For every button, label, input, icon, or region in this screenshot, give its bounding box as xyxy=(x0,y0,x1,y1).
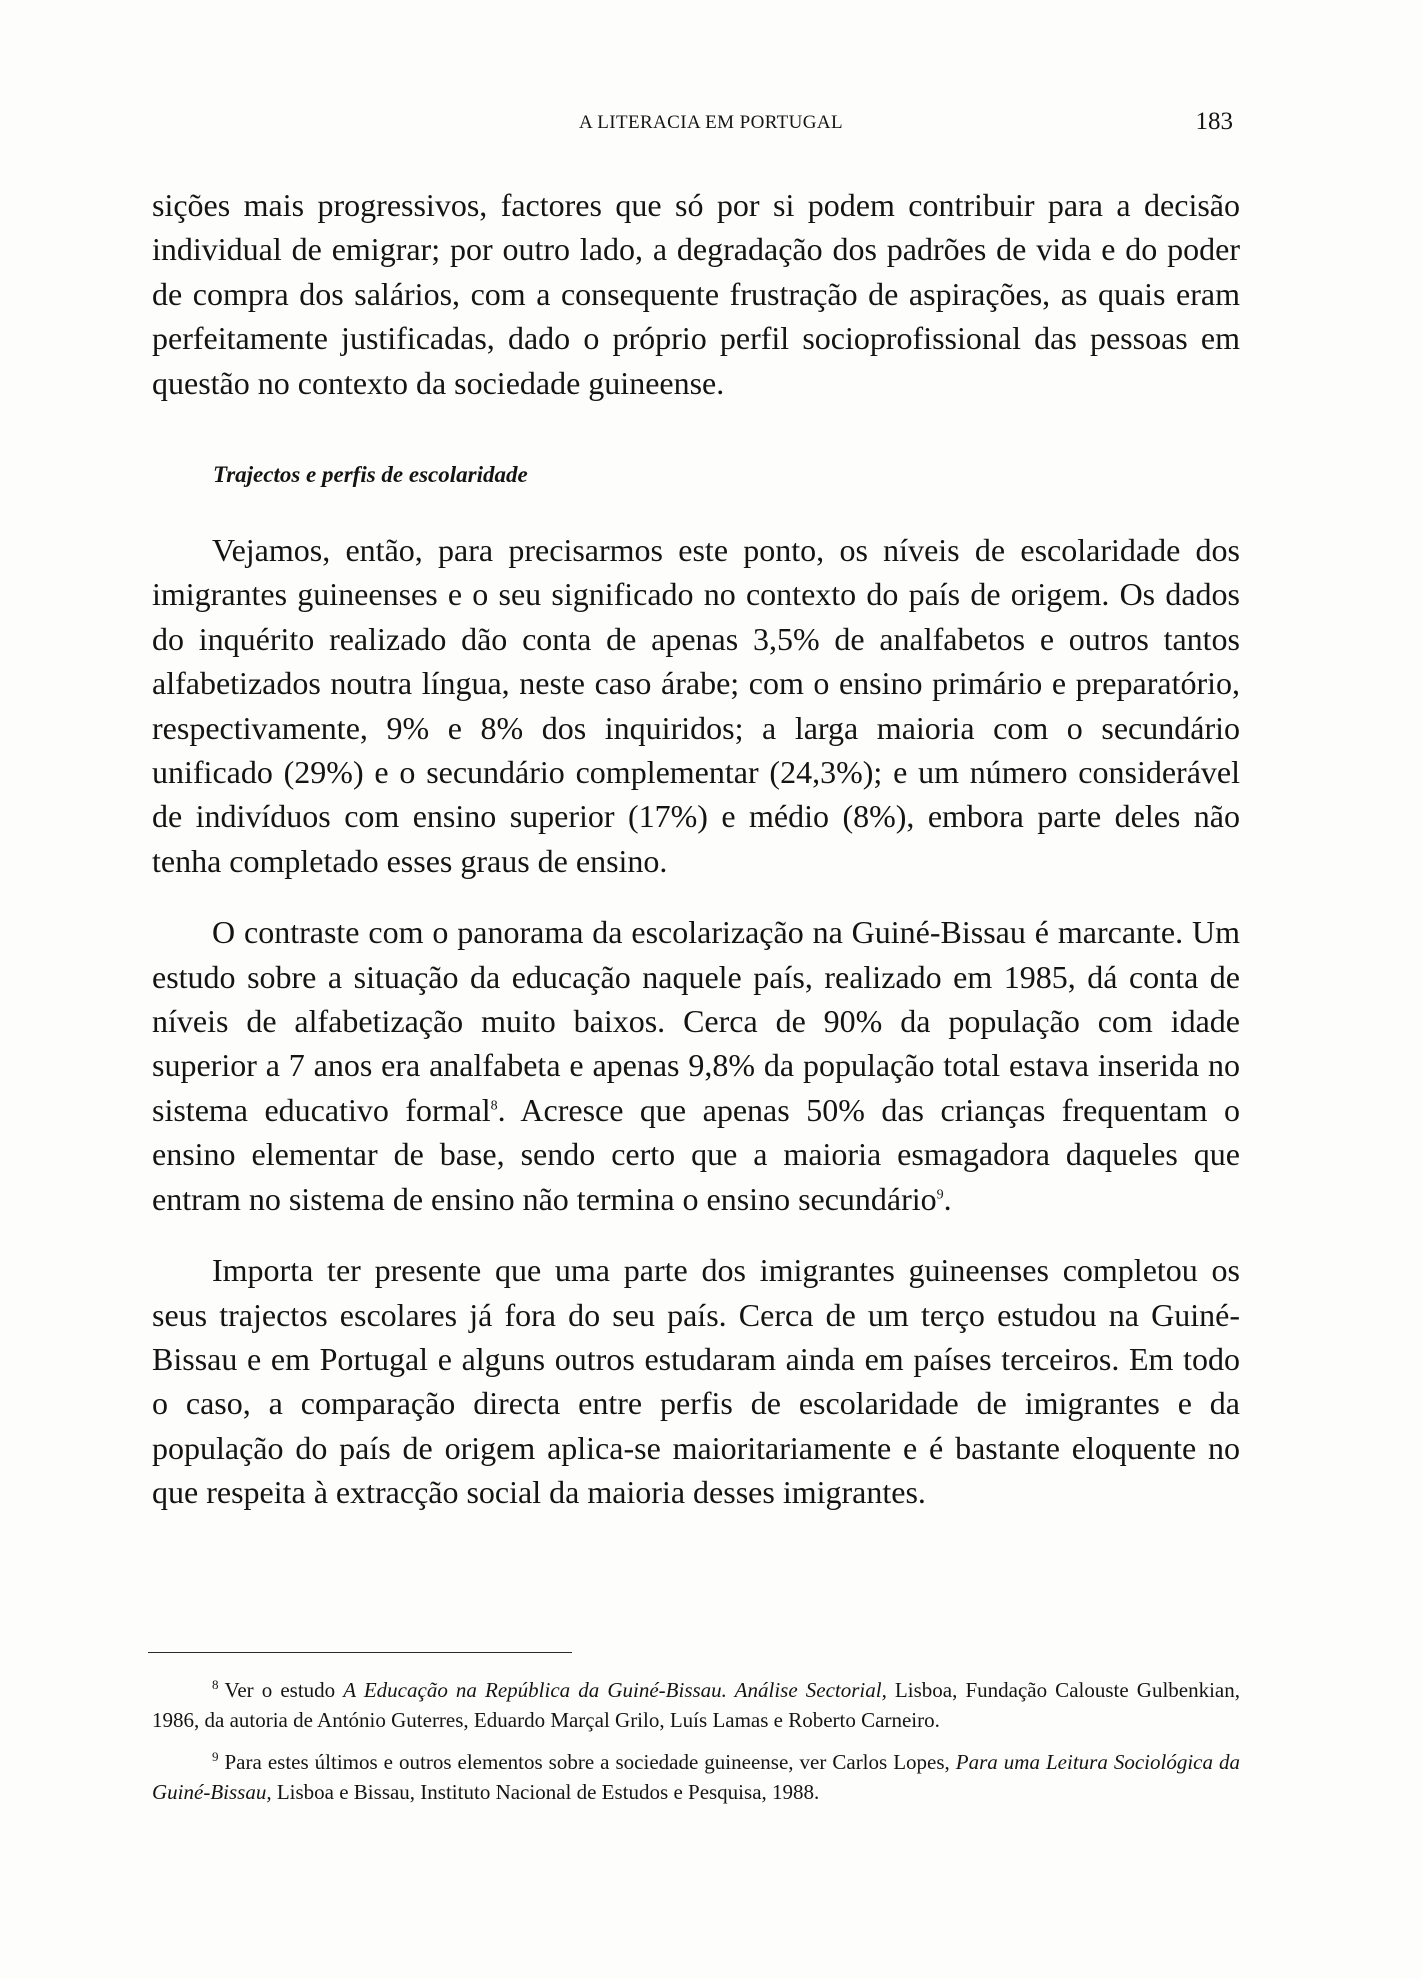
section-paragraph-3: Importa ter presente que uma parte dos imigrantes guineenses completou os seus trajectos escolares já fora do seu país. Cerca de um terço estudou na Guiné-Bissau e em Portugal e alguns outros estudaram ainda em países terceiros. Em todo o caso, a comparação directa entre perfis de escolaridade de imigrantes e da população do país de origem aplica-se maioritariamente e é bastante eloquente no que respeita à extracção social da maioria desses imigrantes. xyxy=(152,1252,1240,1511)
footnote-9-text-before: Para estes últimos e outros elementos sobre a sociedade guineense, ver Carlos Lopes, xyxy=(224,1750,956,1774)
footnote-8-title: A Educação na República da Guiné-Bissau. Análise Sectorial, xyxy=(343,1678,887,1702)
section-paragraph-1: Vejamos, então, para precisarmos este ponto, os níveis de escolaridade dos imigrantes guineenses e o seu significado no contexto do país de origem. Os dados do inquérito realizado dão conta de apenas 3,5% de analfabetos e outros tantos alfabetizados noutra língua, neste caso árabe; com o ensino primário e preparatório, respectivamente, 9% e 8% dos inquiridos; a larga maioria com o secundário unificado (29%) e o secundário complementar (24,3%); e um número considerável de indivíduos com ensino superior (17%) e médio (8%), embora parte deles não tenha completado esses graus de ensino. xyxy=(152,532,1240,879)
running-title: A LITERACIA EM PORTUGAL xyxy=(578,112,844,133)
footnote-9-title: Para uma Leitura Sociológica da Guiné-Bissau, xyxy=(152,1750,1240,1804)
footnote-8-text-before: Ver o estudo xyxy=(224,1678,344,1702)
footnote-8-number: 8 xyxy=(212,1677,219,1692)
intro-paragraph: sições mais progressivos, factores que só por si podem contribuir para a decisão individual de emigrar; por outro lado, a degradação dos padrões de vida e do poder de compra dos salários, com a consequente frustração de aspirações, as quais eram perfeitamente justificadas, dado o próprio perfil socioprofissional das pessoas em questão no contexto da sociedade guineense. xyxy=(152,187,1240,401)
paragraph-2-text-b: . Acresce que apenas 50% das crianças frequentam o ensino elementar de base, sendo certo que a maioria esmagadora daqueles que entram no sistema de ensino não termina o ensino secundário xyxy=(152,1091,1241,1217)
running-header xyxy=(0,108,1422,142)
footnotes xyxy=(152,1675,1240,1819)
footnote-ref-8[interactable]: 8 xyxy=(490,1098,498,1114)
paragraph-2-text-c: . xyxy=(943,1180,952,1217)
footnote-8-text-after: Lisboa, Fundação Calouste Gulbenkian, 1986, da autoria de António Guterres, Eduardo Marçal Grilo, Luís Lamas e Roberto Carneiro. xyxy=(152,1678,1241,1732)
section-paragraph-2 xyxy=(152,910,1240,1221)
footnote-9-number: 9 xyxy=(212,1749,219,1764)
section-text-block xyxy=(152,528,1240,1515)
footnote-9 xyxy=(152,1747,1240,1807)
page-number: 183 xyxy=(1195,108,1233,135)
section-heading: Trajectos e perfis de escolaridade xyxy=(213,462,528,487)
footnote-ref-9[interactable]: 9 xyxy=(936,1187,944,1203)
paragraph-2-text-a: O contraste com o panorama da escolarização na Guiné-Bissau é marcante. Um estudo sobre a situação da educação naquele país, realizado em 1985, dá conta de níveis de alfabetização muito baixos. Cerca de 90% da população com idade superior a 7 anos era analfabeta e apenas 9,8% da população total estava inserida no sistema educativo formal xyxy=(152,914,1240,1128)
footnote-9-text-after: Lisboa e Bissau, Instituto Nacional de Estudos e Pesquisa, 1988. xyxy=(271,1780,820,1804)
footnote-divider xyxy=(148,1652,572,1653)
intro-text-block xyxy=(152,183,1240,405)
footnote-8 xyxy=(152,1675,1240,1735)
